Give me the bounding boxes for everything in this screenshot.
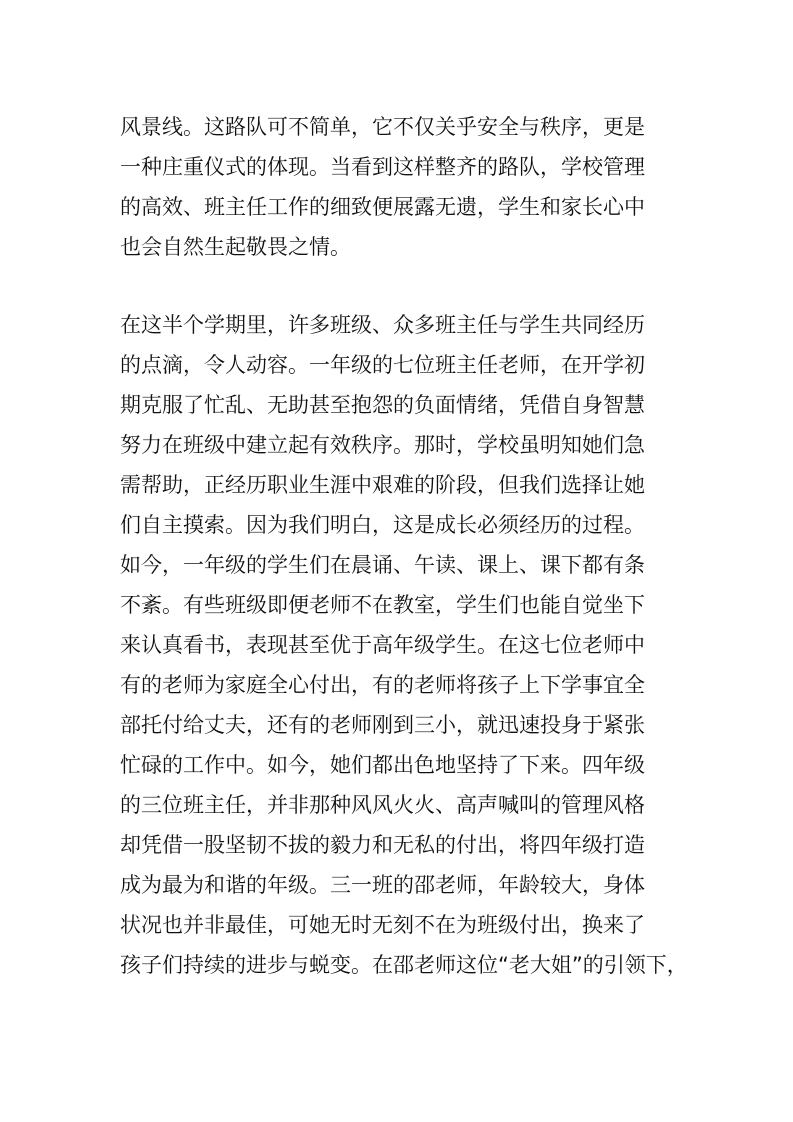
paragraph-1-line-3: 的高效、班主任工作的细致便展露无遗，学生和家长心中 (120, 195, 645, 219)
paragraph-2-line-16: 状况也并非最佳，可她无时无刻不在为班级付出，换来了 (120, 913, 645, 937)
paragraph-2-line-3: 期克服了忙乱、无助甚至抱怨的负面情绪，凭借自身智慧 (120, 393, 645, 417)
paragraph-2-line-8: 不紊。有些班级即便老师不在教室，学生们也能自觉坐下 (120, 593, 645, 617)
paragraph-1-line-4: 也会自然生起敬畏之情。 (120, 235, 351, 259)
paragraph-2-line-4: 努力在班级中建立起有效秩序。那时，学校虽明知她们急 (120, 433, 645, 457)
paragraph-2-line-12: 忙碌的工作中。如今，她们都出色地坚持了下来。四年级 (120, 753, 645, 777)
paragraph-2-line-6: 们自主摸索。因为我们明白，这是成长必须经历的过程。 (120, 513, 645, 537)
paragraph-2-line-13: 的三位班主任，并非那种风风火火、高声喊叫的管理风格 (120, 793, 645, 817)
paragraph-2-line-9: 来认真看书，表现甚至优于高年级学生。在这七位老师中 (120, 633, 645, 657)
paragraph-2-line-15: 成为最为和谐的年级。三一班的邵老师，年龄较大，身体 (120, 873, 645, 897)
paragraph-2-line-7: 如今，一年级的学生们在晨诵、午读、课上、课下都有条 (120, 553, 645, 577)
paragraph-2-line-2: 的点滴，令人动容。一年级的七位班主任老师，在开学初 (120, 353, 645, 377)
paragraph-2-line-10: 有的老师为家庭全心付出，有的老师将孩子上下学事宜全 (120, 673, 645, 697)
paragraph-1-line-1: 风景线。这路队可不简单，它不仅关乎安全与秩序，更是 (120, 115, 645, 139)
paragraph-2-line-5: 需帮助，正经历职业生涯中艰难的阶段，但我们选择让她 (120, 473, 645, 497)
paragraph-1-line-2: 一种庄重仪式的体现。当看到这样整齐的路队，学校管理 (120, 155, 645, 179)
paragraph-2-line-14: 却凭借一股坚韧不拔的毅力和无私的付出，将四年级打造 (120, 833, 645, 857)
paragraph-2-line-17: 孩子们持续的进步与蜕变。在邵老师这位“老大姐”的引领下， (120, 953, 688, 977)
paragraph-2-line-1: 在这半个学期里，许多班级、众多班主任与学生共同经历 (120, 313, 645, 337)
paragraph-2-line-11: 部托付给丈夫，还有的老师刚到三小，就迅速投身于紧张 (120, 713, 645, 737)
